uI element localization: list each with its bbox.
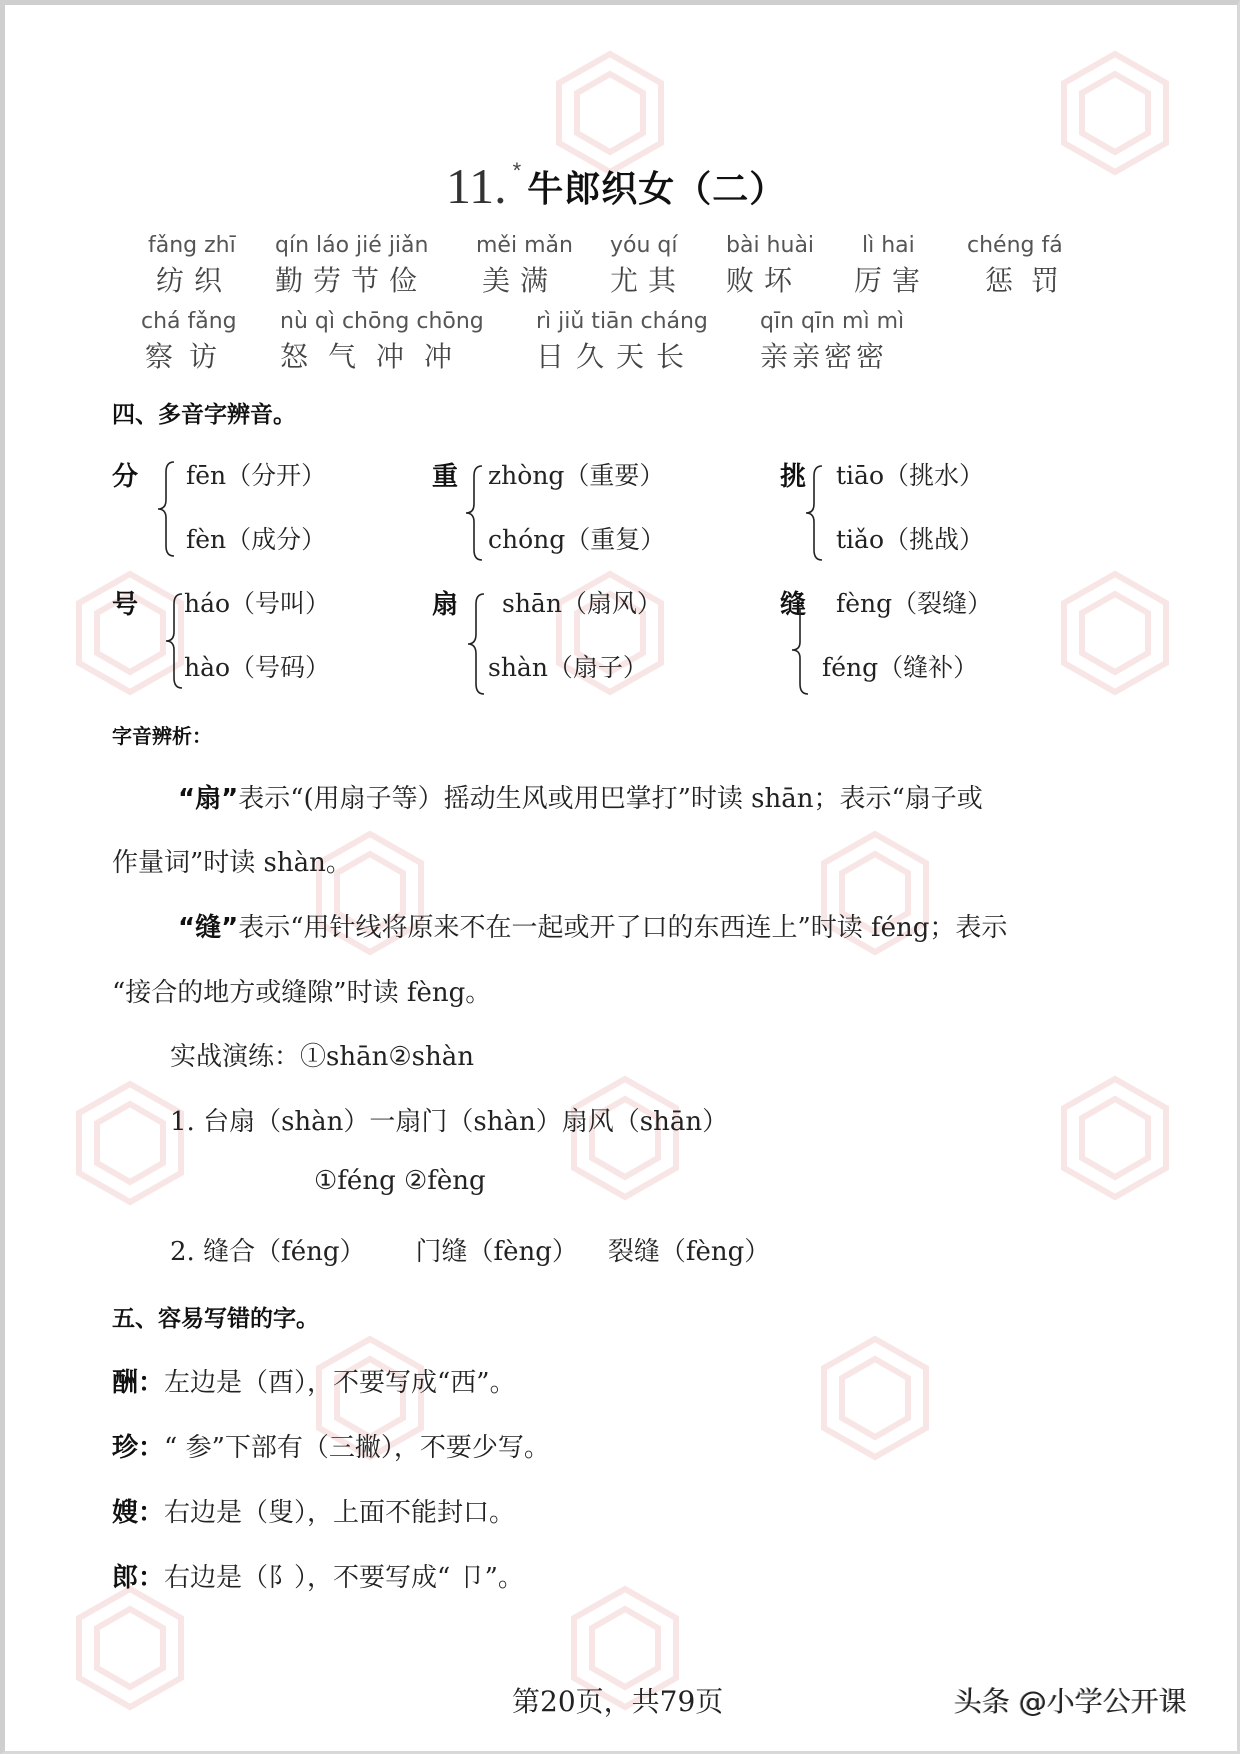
watermark-logo-icon [1060,50,1170,176]
vocab-hanzi: 美满 [482,264,559,297]
vocab-hanzi: 纺织 [156,264,233,297]
analysis-heading: 字音辨析： [112,724,212,748]
vocab-word [280,307,484,377]
polyphone-reading: fèn（成分） [186,525,327,554]
error-note: “ 参”下部有（三撇），不要少写。 [164,1433,550,1463]
vocab-word [536,307,708,377]
error-note: 右边是（叟），上面不能封口。 [164,1498,516,1528]
polyphone-char: 扇 [432,590,459,620]
vocab-word [275,231,428,301]
vocab-pinyin: nù qì chōng chōng [280,309,484,334]
brace-icon [466,592,488,696]
analysis-paragraph-1 [178,778,983,815]
lesson-name: 牛郎织女（二） [527,169,787,210]
polyphone-reading: fèng（裂缝） [836,589,993,618]
vocab-pinyin: qīn qīn mì mì [760,309,905,334]
practice-label: 实战演练：①shān②shàn [170,1042,474,1072]
brace-icon [464,464,486,562]
brace-icon [164,592,186,690]
polyphone-reading: féng（缝补） [822,653,979,682]
vocab-hanzi: 败坏 [726,264,803,297]
section-heading: 四、多音字辨音。 [112,402,296,428]
polyphone-char: 重 [432,462,459,492]
vocab-pinyin: měi mǎn [476,233,573,258]
vocab-hanzi: 尤其 [610,264,687,297]
analysis-paragraph-2 [178,907,1007,944]
polyphone-reading: shān（扇风） [502,589,662,618]
error-char: 酬： [112,1368,165,1398]
practice-options-2: ①féng ②fèng [314,1166,486,1196]
lesson-marker: * [512,158,522,183]
vocab-pinyin: qín láo jié jiǎn [275,233,429,258]
vocab-pinyin: chéng fá [967,233,1063,258]
practice-answer: 裂缝（fèng） [607,1237,771,1267]
polyphone-reading: hào（号码） [184,653,331,682]
vocab-pinyin: rì jiǔ tiān cháng [536,309,708,334]
polyphone-reading: shàn（扇子） [488,653,648,682]
polyphone-char: 缝 [780,590,807,620]
vocab-hanzi: 厉害 [854,264,931,297]
practice-answer: 门缝（fèng） [415,1237,578,1267]
practice-answer: 2. 缝合（féng） [170,1237,366,1267]
watermark-logo-icon [75,1585,185,1711]
watermark-logo-icon [1060,570,1170,696]
analysis-keyword: “缝” [178,913,239,943]
vocab-word [967,231,1077,301]
watermark-logo-icon [1060,1075,1170,1201]
polyphone-char: 挑 [780,462,807,492]
vocab-pinyin: bài huài [726,233,815,258]
analysis-text: 表示“(用扇子等）摇动生风或用巴掌打”时读 shān；表示“扇子或 [238,784,983,814]
brace-icon [156,460,178,558]
vocab-pinyin: lì hai [862,233,915,258]
error-note: 右边是（阝），不要写成“ 卩”。 [164,1563,524,1593]
vocab-hanzi: 怒气冲冲 [280,340,473,373]
error-prone-item [112,1362,516,1399]
page-number: 第20页，共79页 [512,1685,724,1718]
lesson-number: 11. [446,158,507,214]
vocab-word [610,231,686,301]
polyphone-char: 号 [112,590,139,620]
source-watermark: 头条 @小学公开课 [954,1685,1187,1718]
polyphone-reading: fēn（分开） [186,461,327,490]
vocab-word [760,307,904,377]
error-prone-item [112,1557,524,1594]
vocab-word [726,231,814,301]
error-char: 珍： [112,1433,165,1463]
vocab-pinyin: fǎng zhī [148,233,236,258]
vocab-word [148,231,236,301]
polyphone-reading: háo（号叫） [184,589,331,618]
analysis-keyword: “扇” [178,784,239,814]
watermark-logo-icon [820,1335,930,1461]
polyphone-reading: zhòng（重要） [488,461,665,490]
vocab-word [854,231,931,301]
error-prone-item [112,1427,550,1464]
watermark-logo-icon [75,1080,185,1206]
error-char: 郎： [112,1563,165,1593]
error-prone-item [112,1492,515,1529]
polyphone-reading: tiāo（挑水） [836,461,984,490]
analysis-text: “接合的地方或缝隙”时读 fèng。 [112,978,492,1008]
polyphone-reading: chóng（重复） [488,525,666,554]
vocab-hanzi: 察访 [145,340,234,373]
practice-question-2 [170,1231,770,1268]
vocab-word [476,231,573,301]
section-heading: 五、容易写错的字。 [112,1306,319,1332]
vocab-word [141,307,237,377]
polyphone-reading: tiǎo（挑战） [836,525,984,554]
vocab-hanzi: 日久天长 [536,340,697,373]
vocab-hanzi: 勤劳节俭 [275,264,428,297]
lesson-title [446,158,786,222]
error-note: 左边是（酉），不要写成“西”。 [164,1368,516,1398]
polyphone-char: 分 [112,462,139,492]
analysis-text: 表示“用针线将原来不在一起或开了口的东西连上”时读 féng；表示 [238,913,1008,943]
vocab-pinyin: chá fǎng [141,309,237,334]
vocab-pinyin: yóu qí [610,233,678,258]
error-char: 嫂： [112,1498,165,1528]
analysis-text: 作量词”时读 shàn。 [112,848,352,878]
brace-icon [790,608,812,696]
watermark-logo-icon [570,1075,680,1201]
vocab-hanzi: 惩罚 [985,264,1078,297]
brace-icon [804,464,826,562]
practice-question-1: 1. 台扇（shàn）一扇门（shàn）扇风（shān） [170,1107,729,1137]
vocab-hanzi: 亲亲密密 [760,340,889,373]
